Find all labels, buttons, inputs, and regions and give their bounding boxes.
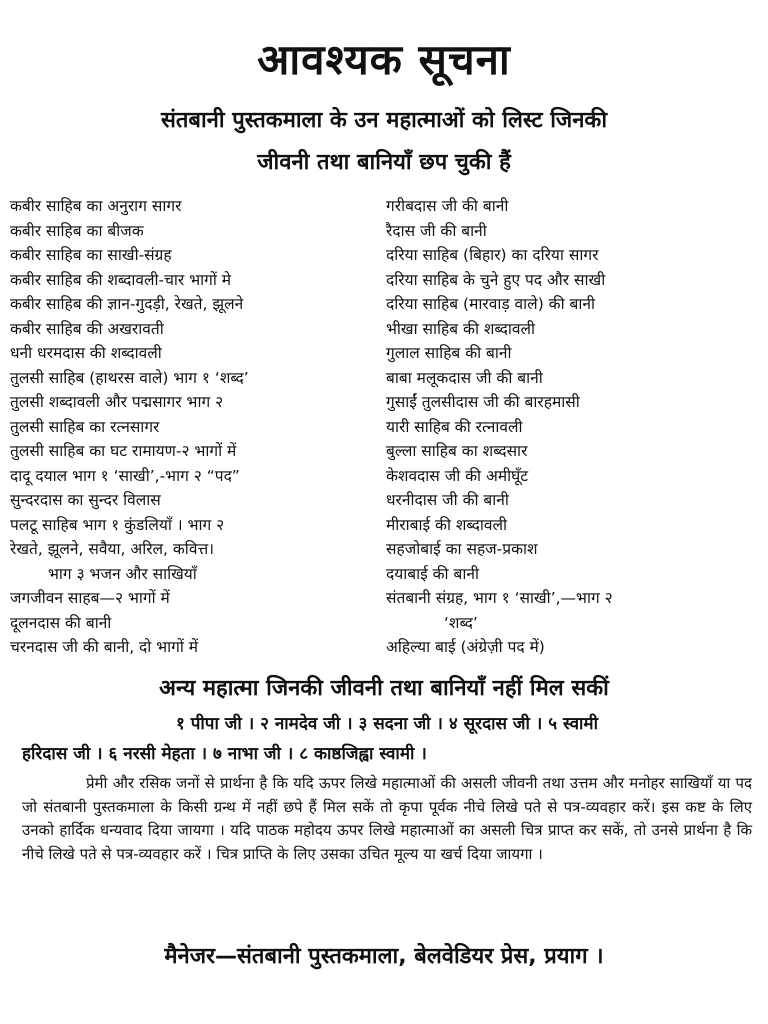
list-item: संतबानी संग्रह, भाग १ ‘साखी’,—भाग २ bbox=[386, 589, 613, 607]
list-item: दयाबाई की बानी bbox=[386, 564, 479, 583]
list-item: दरिया साहिब के चुने हुए पद और साखी bbox=[386, 270, 606, 289]
list-item: धनी धरमदास की शब्दावली bbox=[10, 344, 162, 362]
list-item: रेखते, झूलने, सवैया, अरिल, कवित्त। bbox=[10, 540, 215, 558]
list-item: तुलसी साहिब (हाथरस वाले) भाग १ ‘शब्द’ bbox=[10, 368, 249, 387]
list-item: कबीर साहिब की शब्दावली-चार भागों मे bbox=[10, 270, 232, 289]
list-item: सुन्दरदास का सुन्दर विलास bbox=[10, 491, 161, 509]
section-heading-unavailable: अन्य महात्मा जिनकी जीवनी तथा बानियाँ नहीं मिल सकीं bbox=[159, 676, 609, 701]
list-item: यारी साहिब की रत्नावली bbox=[386, 417, 523, 436]
subtitle-line-1: संतबानी पुस्तकमाला के उन महात्माओं को लिस्ट जिनकी bbox=[160, 108, 608, 133]
unavailable-names-line-1: १ पीपा जी । २ नामदेव जी । ३ सदना जी । ४ सूरदास जी । ५ स्वामी bbox=[175, 714, 598, 734]
list-item: भीखा साहिब की शब्दावली bbox=[386, 319, 535, 338]
left-column bbox=[10, 194, 375, 660]
list-item: पलटू साहिब भाग १ कुंडलियाँ । भाग २ bbox=[10, 515, 225, 534]
right-column bbox=[386, 194, 766, 660]
list-item: रैदास जी की बानी bbox=[386, 221, 487, 240]
list-item: कबीर साहिब का साखी-संग्रह bbox=[10, 246, 172, 264]
list-item: कबीर साहिब की ज्ञान-गुदड़ी, रेखते, झूलने bbox=[10, 295, 244, 313]
list-item: बुल्ला साहिब का शब्दसार bbox=[386, 442, 528, 460]
list-item: केशवदास जी की अमीघूँट bbox=[386, 466, 529, 485]
list-item: चरनदास जी की बानी, दो भागों में bbox=[10, 638, 199, 656]
subtitle-line-2: जीवनी तथा बानियाँ छप चुकी हैं bbox=[257, 150, 511, 175]
list-item: गुसाईं तुलसीदास जी की बारहमासी bbox=[386, 393, 580, 411]
page-title: आवश्यक सूचना bbox=[257, 35, 511, 84]
list-item: गुलाल साहिब की बानी bbox=[386, 344, 512, 362]
published-works-list bbox=[10, 194, 760, 668]
list-item: दूलनदास की बानी bbox=[10, 613, 112, 632]
paragraph-text: प्रेमी और रसिक जनों से प्रार्थना है कि यदि ऊपर लिखे महात्माओं की असली जीवनी तथा उत्तम और मनोहर साखियाँ या पद जो संतबानी पुस्तकमाला के किसी ग्रन्थ में नहीं छपे हैं मिल सकें तो कृपा पूर्वक नीचे लिखे पते से पत्र-व्यवहार करें। इस कष्ट के लिए उनको हार्दिक धन्यवाद दिया जायगा । यदि पाठक महोदय ऊपर लिखे महात्माओं का असली चित्र प्राप्त कर सकें, तो उनसे प्रार्थना है कि नीचे लिखे पते से पत्र-व्यवहार करें । चित्र प्राप्ति के लिए उसका उचित मूल्य या खर्च दिया जायगा । bbox=[22, 774, 752, 863]
list-item: दरिया साहिब (मारवाड़ वाले) की बानी bbox=[386, 295, 595, 313]
unavailable-names-line-2: हरिदास जी । ६ नरसी मेहता । ७ नाभा जी । ८ काष्ठजिह्वा स्वामी । bbox=[22, 744, 427, 764]
list-item: धरनीदास जी की बानी bbox=[386, 491, 509, 509]
list-item: तुलसी साहिब का रत्नसागर bbox=[10, 417, 160, 436]
list-item: कबीर साहिब का बीजक bbox=[10, 221, 144, 240]
list-item: कबीर साहिब का अनुराग सागर bbox=[10, 197, 182, 215]
list-item: दादू दयाल भाग १ ‘साखी’,-भाग २ “पद” bbox=[10, 466, 240, 485]
manager-address: मैनेजर—संतबानी पुस्तकमाला, बेलवेडियर प्रेस, प्रयाग । bbox=[164, 944, 604, 969]
list-item: मीराबाई की शब्दावली bbox=[386, 515, 507, 534]
list-item: भाग ३ भजन और साखियाँ bbox=[48, 564, 197, 583]
list-item: कबीर साहिब की अखरावती bbox=[10, 319, 164, 338]
request-paragraph bbox=[22, 772, 752, 866]
list-item: ‘शब्द’ bbox=[444, 613, 478, 632]
list-item: अहिल्या बाई (अंग्रेज़ी पद में) bbox=[386, 638, 545, 656]
list-item: तुलसी साहिब का घट रामायण-२ भागों में bbox=[10, 442, 237, 460]
list-item: दरिया साहिब (बिहार) का दरिया सागर bbox=[386, 246, 599, 264]
list-item: सहजोबाई का सहज-प्रकाश bbox=[386, 540, 538, 558]
list-item: बाबा मलूकदास जी की बानी bbox=[386, 368, 543, 387]
list-item: जगजीवन साहब—२ भागों में bbox=[10, 589, 170, 607]
list-item: तुलसी शब्दावली और पद्मसागर भाग २ bbox=[10, 393, 224, 411]
list-item: गरीबदास जी की बानी bbox=[386, 197, 509, 215]
